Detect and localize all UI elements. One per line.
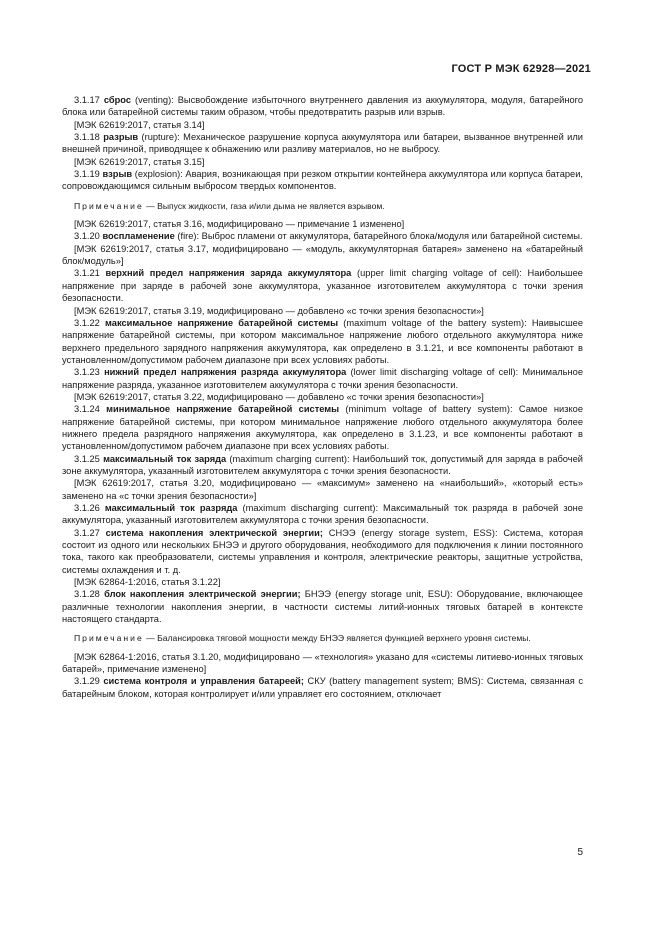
term-name: сброс [103, 95, 132, 105]
term-text: БНЭЭ (energy storage unit, ESU): Оборудование, включающее различные технологии накопления энергии, в частности системы литий-ионных тяговых батарей в контексте настоящего стандарта. [62, 589, 583, 625]
reference: [МЭК 62619:2017, статья 3.14] [74, 119, 205, 130]
reference: [МЭК 62619:2017, статья 3.16, модифицировано — примечание 1 изменено] [74, 219, 405, 230]
page-number: 5 [577, 847, 583, 858]
term-name: блок накопления электрической энергии; [104, 589, 301, 600]
reference: [МЭК 62619:2017, статья 3.20, модифицировано — «максимум» заменено на «наибольший», «который есть» заменено на «с точки зрения безопасности»] [62, 478, 583, 501]
term-definition [62, 267, 583, 304]
term-definition [62, 94, 583, 119]
term-name: верхний предел напряжения заряда аккумулятора [105, 268, 352, 279]
term-text: (maximum charging current): Наибольший ток, допустимый для заряда в рабочей зоне аккумулятора, указанный изготовителем аккумулятора с точки зрения безопасности. [62, 453, 583, 476]
term-definition [62, 230, 583, 242]
term-text: (fire): Выброс пламени от аккумулятора, батарейного блока/модуля или батарейной системы. [174, 231, 583, 242]
term-text: (lower limit discharging voltage of cell): Минимальное напряжение разряда, указанное изготовителем аккумулятора с точки зрения безопасности. [62, 367, 583, 390]
term-text: (maximum voltage of the battery system): Наивысшее напряжение батарейной системы, при котором максимальное напряжение любого отдельного аккумулятора ниже верхнего предельного зарядного напряжения аккумулятора, как определено в 3.1.21, и все компоненты работают в установленном/допустимом рабочем диапазоне при всех условиях работы. [62, 317, 583, 365]
reference: [МЭК 62619:2017, статья 3.22, модифицировано — добавлено «с точки зрения безопасности»] [74, 391, 484, 402]
term-text: (maximum discharging current): Максимальный ток разряда в рабочей зоне аккумулятора, указанный изготовителем аккумулятора с точки зрения безопасности. [62, 503, 583, 526]
clause-number: 3.1.24 [74, 404, 100, 415]
term-text: (explosion): Авария, возникающая при резком открытии контейнера аккумулятора или корпуса батареи, сопровождающимся сильным выбросом твердых компонентов. [62, 169, 583, 192]
page-header-standard: ГОСТ Р МЭК 62928—2021 [451, 63, 591, 75]
note-text: — Выпуск жидкости, газа и/или дыма не является взрывом. [143, 200, 385, 211]
clause-number: 3.1.25 [74, 453, 100, 464]
clause-number: 3.1.21 [74, 268, 100, 279]
term-definition [62, 502, 583, 527]
reference: [МЭК 62864-1:2016, статья 3.1.22] [74, 577, 221, 588]
term-name: воспламенение [102, 231, 175, 242]
term-name: система контроля и управления батареей; [103, 676, 304, 687]
term-definition [62, 588, 583, 625]
term-name: взрыв [102, 169, 133, 180]
reference: [МЭК 62864-1:2016, статья 3.1.20, модифицировано — «технология» указано для «системы литиево-ионных тяговых батарей», примечание изменено] [62, 651, 583, 675]
term-name: максимальное напряжение батарейной системы [105, 317, 339, 328]
term-name: разрыв [103, 132, 139, 143]
term-text: (upper limit charging voltage of cell): Наибольшее напряжение при заряде в рабочей зоне аккумулятора, указанное изготовителем аккумулятора с точки зрения безопасности. [62, 268, 583, 304]
clause-number: 3.1.22 [74, 317, 100, 328]
clause-number: 3.1.17 [74, 95, 100, 105]
reference: [МЭК 62619:2017, статья 3.15] [74, 156, 205, 167]
note-text: — Балансировка тяговой мощности между БНЭЭ является функцией верхнего уровня системы. [143, 633, 531, 644]
term-definition [62, 675, 583, 700]
term-name: максимальный ток заряда [103, 453, 227, 464]
term-name: минимальное напряжение батарейной системы [106, 404, 340, 415]
term-definition [62, 317, 583, 366]
term-definition [62, 366, 583, 391]
term-definition [62, 453, 583, 478]
note-label: Примечание [74, 633, 144, 644]
reference: [МЭК 62619:2017, статья 3.19, модифицировано — добавлено «с точки зрения безопасности»] [74, 305, 484, 316]
term-definition [62, 403, 583, 452]
clause-number: 3.1.20 [74, 231, 100, 242]
term-name: максимальный ток разряда [104, 503, 238, 513]
note-label: Примечание [74, 200, 144, 211]
term-text: (rupture): Механическое разрушение корпуса аккумулятора или батареи, вызванное внутренней или внешней причиной, приводящее к обнажению или разливу материалов, но не выбросу. [62, 132, 583, 155]
term-name: система накопления электрической энергии; [105, 527, 323, 538]
term-name: нижний предел напряжения разряда аккумулятора [104, 367, 347, 378]
term-text: СНЭЭ (energy storage system, ESS): Система, которая состоит из одного или нескольких БНЭЭ и другого оборудования, необходимого для подключения к линии постоянного тока, такого как преобразователи, системы управления и контроля, электрические реакторы, защитные устройства, системы охлаждения и т. д. [62, 527, 583, 575]
term-text: (venting): Высвобождение избыточного внутреннего давления из аккумулятора, модуля, батарейного блока или батарейной системы таким образом, чтобы предотвратить разрыв или взрыв. [62, 95, 583, 118]
clause-number: 3.1.18 [74, 132, 100, 143]
note [62, 200, 583, 212]
clause-number: 3.1.28 [74, 589, 100, 600]
term-definition [62, 131, 583, 156]
reference: [МЭК 62619:2017, статья 3.17, модифицировано — «модуль, аккумуляторная батарея» заменено на «батарейный блок/модуль»] [62, 243, 583, 267]
term-definition [62, 527, 583, 576]
clause-number: 3.1.19 [74, 169, 100, 180]
term-text: СКУ (battery management system; BMS): Система, связанная с батарейным блоком, которая контролирует и/или управляет его состоянием, отключает [62, 676, 583, 699]
note [62, 632, 583, 644]
clause-number: 3.1.23 [74, 367, 100, 378]
document-body [62, 94, 583, 700]
clause-number: 3.1.29 [74, 676, 100, 687]
term-definition [62, 168, 583, 193]
term-text: (minimum voltage of battery system): Самое низкое напряжение батарейной системы, при котором минимальное напряжение любого отдельного аккумулятора более нижнего предела разрядного напряжения аккумулятора, как определено в 3.1.23, и все компоненты работают в установленном/допустимом рабочем диапазоне при всех условиях работы. [62, 404, 583, 452]
clause-number: 3.1.26 [74, 503, 100, 513]
clause-number: 3.1.27 [74, 527, 100, 538]
